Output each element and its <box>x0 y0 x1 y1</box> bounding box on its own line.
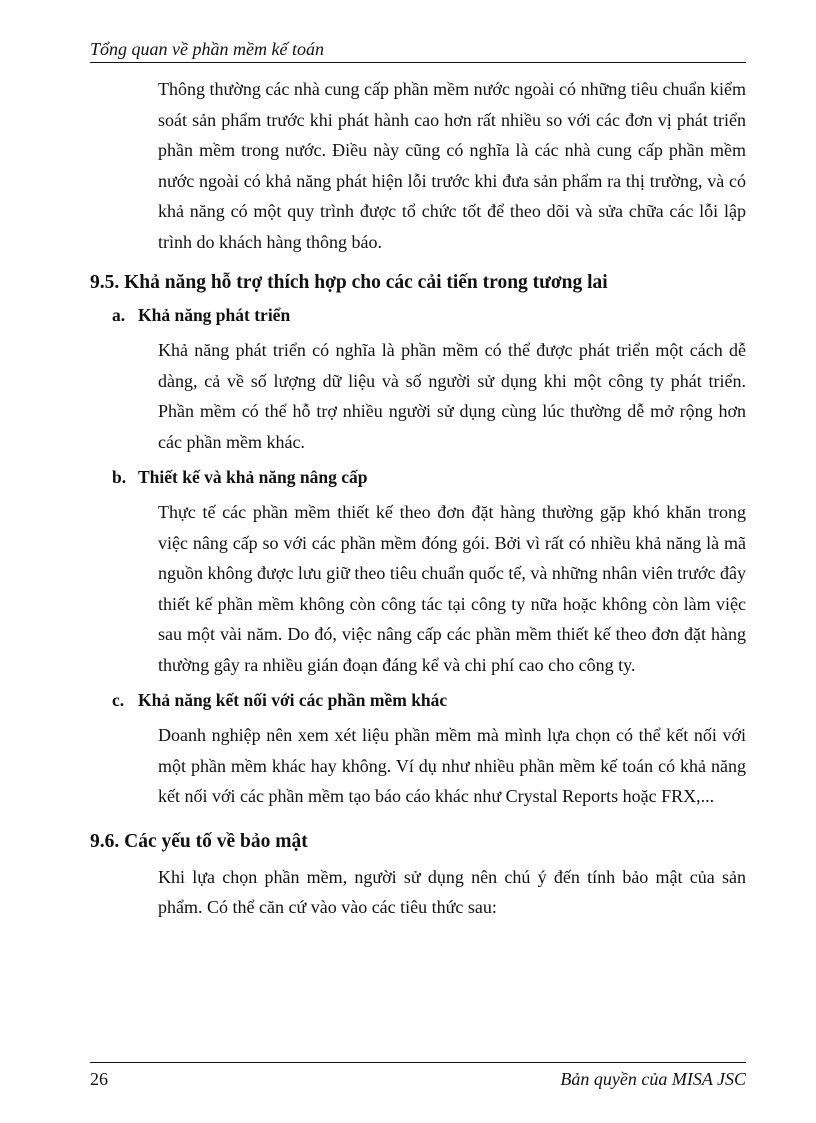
subsection-b-heading <box>112 465 746 489</box>
page-number: 26 <box>90 1069 108 1089</box>
subsection-b-paragraph: Thực tế các phần mềm thiết kế theo đơn đặt hàng thường gặp khó khăn trong việc nâng cấp so với các phần mềm đóng gói. Bởi vì rất có nhiều khả năng là mã nguồn không được lưu giữ theo tiêu chuẩn quốc tế, và những nhân viên trước đây thiết kế phần mềm không còn công tác tại công ty nữa hoặc không còn làm việc sau một vài năm. Do đó, việc nâng cấp các phần mềm thiết kế theo đơn đặt hàng thường gây ra nhiều gián đoạn đáng kể và chi phí cao cho công ty. <box>158 502 746 675</box>
footer-divider <box>90 1062 746 1063</box>
subsection-c-title: Khả năng kết nối với các phần mềm khác <box>138 690 448 710</box>
subsection-a-paragraph: Khả năng phát triển có nghĩa là phần mềm có thể được phát triển một cách dễ dàng, cả về số lượng dữ liệu và số người sử dụng khi một công ty phát triển. Phần mềm có thể hỗ trợ nhiều người sử dụng cùng lúc thường dễ mở rộng hơn các phần mềm khác. <box>158 340 746 452</box>
subsection-c-paragraph: Doanh nghiệp nên xem xét liệu phần mềm mà mình lựa chọn có thể kết nối với một phần mềm khác hay không. Ví dụ như nhiều phần mềm kế toán có khả năng kết nối với các phần mềm tạo báo cáo khác như Crystal Reports hoặc FRX,... <box>158 725 746 806</box>
subsection-a-letter: a. <box>112 305 126 325</box>
subsection-b-letter: b. <box>112 467 127 487</box>
intro-paragraph: Thông thường các nhà cung cấp phần mềm nước ngoài có những tiêu chuẩn kiểm soát sản phẩm trước khi phát hành cao hơn rất nhiều so với các đơn vị phát triển phần mềm trong nước. Điều này cũng có nghĩa là các nhà cung cấp phần mềm nước ngoài có khả năng phát hiện lỗi trước khi đưa sản phẩm ra thị trường, và có khả năng có một quy trình được tổ chức tốt để theo dõi và sửa chữa các lỗi lập trình do khách hàng thông báo. <box>158 79 746 252</box>
page-content <box>90 74 746 923</box>
subsection-c-letter: c. <box>112 690 125 710</box>
section-9-6-paragraph: Khi lựa chọn phần mềm, người sử dụng nên chú ý đến tính bảo mật của sản phẩm. Có thể căn cứ vào vào các tiêu thức sau: <box>158 866 746 917</box>
section-9-6-heading: 9.6. Các yếu tố về bảo mật <box>90 830 308 852</box>
footer-copyright: Bản quyền của MISA JSC <box>560 1069 746 1089</box>
header-divider <box>90 62 746 63</box>
section-9-5-heading: 9.5. Khả năng hỗ trợ thích hợp cho các cải tiến trong tương lai <box>90 272 608 293</box>
subsection-c-heading <box>112 688 746 712</box>
subsection-a-heading <box>112 303 746 327</box>
page-header-title: Tổng quan về phần mềm kế toán <box>90 39 324 59</box>
subsection-a-title: Khả năng phát triển <box>138 305 291 325</box>
subsection-b-title: Thiết kế và khả năng nâng cấp <box>138 467 368 487</box>
